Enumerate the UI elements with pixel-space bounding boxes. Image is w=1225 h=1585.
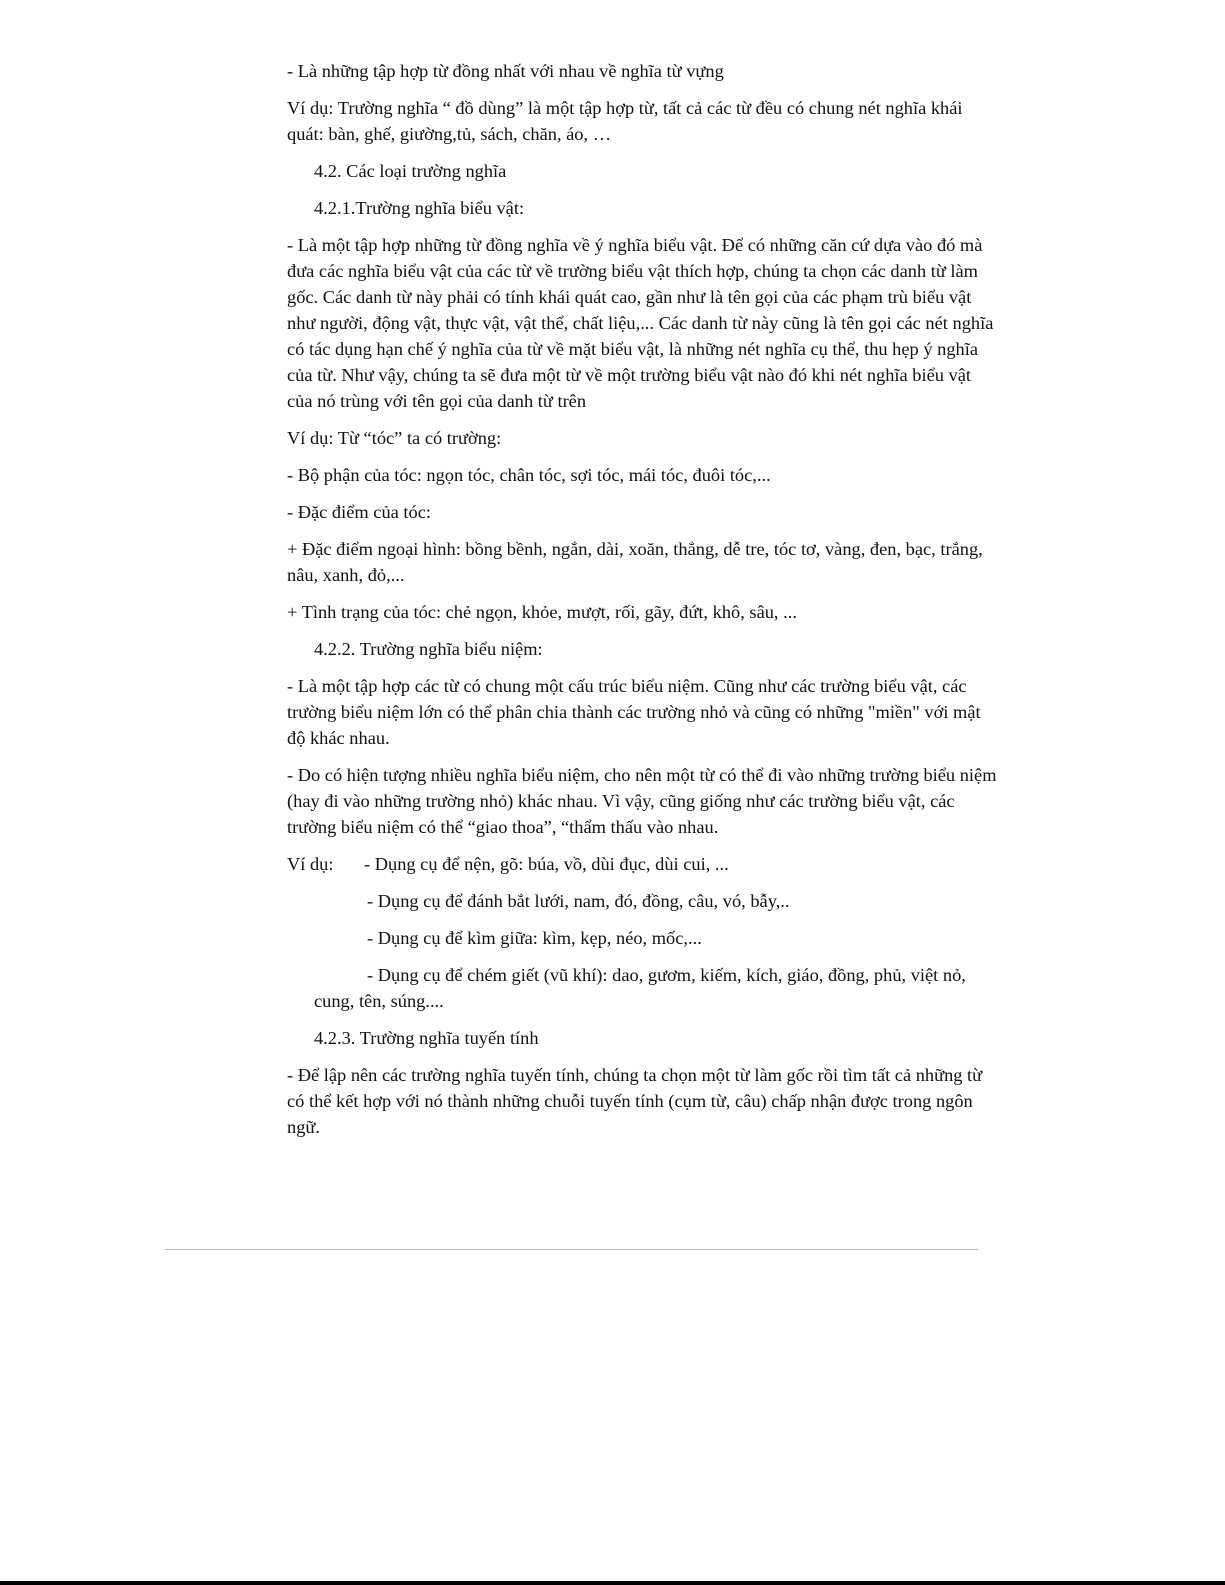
document-body: [287, 58, 997, 1151]
section-heading-4-2-2: 4.2.2. Trường nghĩa biểu niệm:: [314, 639, 543, 659]
example-label: Ví dụ:: [287, 854, 334, 874]
body-paragraph: - Là một tập hợp các từ có chung một cấu trúc biểu niệm. Cũng như các trường biểu vật, các trường biểu niệm lớn có thể phân chia thành các trường nhỏ và cũng có những "miền" với mật độ khác nhau.: [287, 676, 981, 748]
section-heading-4-2-1: 4.2.1.Trường nghĩa biểu vật:: [314, 198, 525, 218]
body-paragraph: - Do có hiện tượng nhiều nghĩa biểu niệm, cho nên một từ có thể đi vào những trường biểu niệm (hay đi vào những trường nhỏ) khác nhau. Vì vậy, cũng giống như các trường biểu vật, các trường biểu niệm có thể “giao thoa”, “thẩm thấu vào nhau.: [287, 765, 997, 837]
bottom-edge-bar: [0, 1581, 1225, 1585]
section-heading-4-2: 4.2. Các loại trường nghĩa: [314, 161, 507, 181]
definition-paragraph: - Là những tập hợp từ đồng nhất với nhau về nghĩa từ vựng: [287, 61, 724, 81]
example-paragraph: Ví dụ: Trường nghĩa “ đồ dùng” là một tập hợp từ, tất cả các từ đều có chung nét nghĩa khái quát: bàn, ghế, giường,tủ, sách, chăn, áo, …: [287, 98, 963, 144]
list-item: - Bộ phận của tóc: ngọn tóc, chân tóc, sợi tóc, mái tóc, đuôi tóc,...: [287, 465, 771, 485]
list-item: + Tình trạng của tóc: chẻ ngọn, khỏe, mượt, rối, gãy, đứt, khô, sâu, ...: [287, 602, 797, 622]
example-paragraph: Ví dụ: Từ “tóc” ta có trường:: [287, 428, 502, 448]
example-item: - Dụng cụ để nện, gõ: búa, vồ, dùi đục, dùi cui, ...: [364, 854, 729, 874]
example-item: - Dụng cụ để kìm giữa: kìm, kẹp, néo, mốc,...: [367, 928, 702, 948]
example-item: - Dụng cụ để đánh bắt lưới, nam, đó, đồng, câu, vó, bẫy,..: [367, 891, 790, 911]
body-paragraph: - Để lập nên các trường nghĩa tuyến tính, chúng ta chọn một từ làm gốc rồi tìm tất cả những từ có thể kết hợp với nó thành những chuỗi tuyến tính (cụm từ, câu) chấp nhận được trong ngôn ngữ.: [287, 1065, 983, 1137]
list-item: - Đặc điểm của tóc:: [287, 502, 431, 522]
section-heading-4-2-3: 4.2.3. Trường nghĩa tuyến tính: [314, 1028, 539, 1048]
footer-divider: [165, 1249, 978, 1250]
example-item: - Dụng cụ để chém giết (vũ khí): dao, gươm, kiếm, kích, giáo, đồng, phủ, việt nỏ, cung, tên, súng....: [314, 965, 966, 1011]
list-item: + Đặc điểm ngoại hình: bồng bềnh, ngắn, dài, xoăn, thẳng, dễ tre, tóc tơ, vàng, đen, bạc, trắng, nâu, xanh, đỏ,...: [287, 539, 983, 585]
example-list-first-row: [287, 851, 997, 877]
body-paragraph: - Là một tập hợp những từ đồng nghĩa về ý nghĩa biểu vật. Để có những căn cứ dựa vào đó mà đưa các nghĩa biểu vật của các từ về trường biểu vật thích hợp, chúng ta chọn các danh từ làm gốc. Các danh từ này phải có tính khái quát cao, gần như là tên gọi của các phạm trù biểu vật như người, động vật, thực vật, vật thể, chất liệu,... Các danh từ này cũng là tên gọi các nét nghĩa có tác dụng hạn chế ý nghĩa của từ về mặt biểu vật, là những nét nghĩa cụ thể, thu hẹp ý nghĩa của từ. Như vậy, chúng ta sẽ đưa một từ về một trường biểu vật nào đó khi nét nghĩa biểu vật của nó trùng với tên gọi của danh từ trên: [287, 235, 994, 411]
